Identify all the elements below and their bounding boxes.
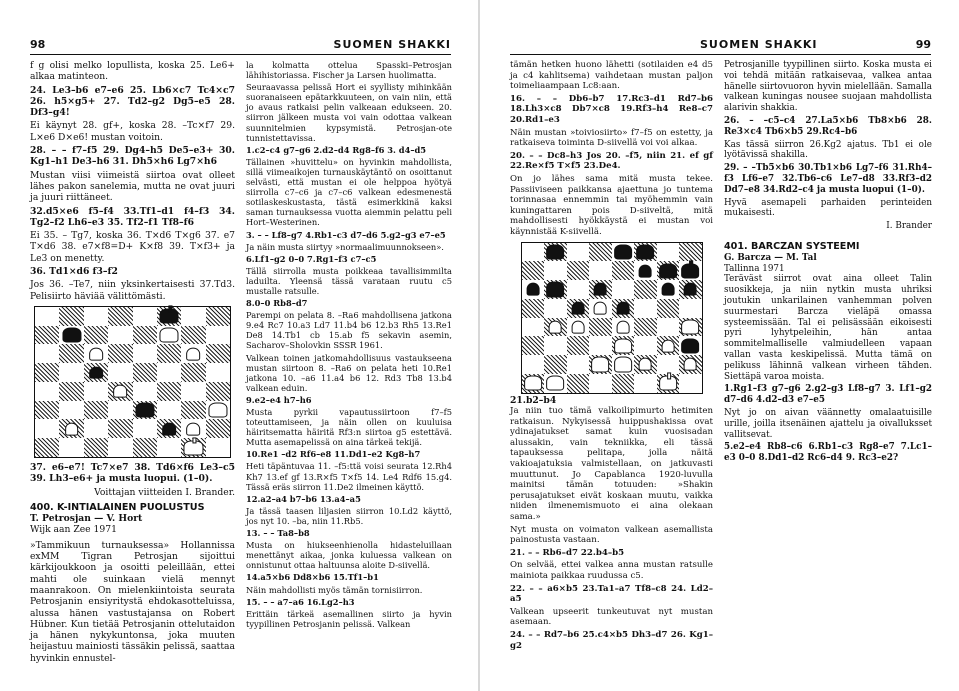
running-title: SUOMEN SHAKKI (700, 38, 818, 51)
black-pawn-icon (661, 283, 674, 296)
black-pawn-icon (639, 264, 652, 277)
game-heading: 400. K-INTIALAINEN PUOLUSTUS (30, 501, 205, 513)
moves: 22. – – a6×b5 23.Ta1–a7 Tf8–c8 24. Ld2–a5 (510, 583, 713, 605)
paragraph: »Tammikuun turnauksessa» Hollannissa exMM Tigran Petrosjan sijoittui kärkijoukkoon ja osoitti peleillään, ettei mahti ole suinkaan vielä mennyt maanrakoon. On mielenkiintoista seurata Petrosjanin ensiyritystä ehdokasotteluissa, alussa hänen vastustajansa on Robert Hübner. Kun tietää Petrosjanin ottelutaidon ja hänen nykykuntonsa, joka muuten heijastuu mainiosti tässäkin pelissä, saattaa hyvinkin ennustel- (30, 539, 235, 664)
page-number: 98 (30, 38, 46, 51)
chess-diagram (521, 242, 703, 394)
black-pawn-icon (571, 302, 584, 315)
black-queen-icon (681, 338, 699, 353)
black-pawn-icon (616, 302, 629, 315)
page-number: 99 (915, 38, 931, 51)
black-bishop-icon (659, 263, 677, 278)
black-pawn-icon (89, 366, 103, 379)
moves: 36. Td1×d6 f3–f2 (30, 266, 118, 278)
game-players: G. Barcza — M. Tal (724, 252, 817, 263)
white-pawn-icon (571, 320, 584, 333)
paragraph: Heti täpäntuvaa 11. –f5:ttä voisi seurata 12.Rh4 Kh7 13.ef gf 13.R×f5 T×f5 14. Le4 Rdf6 15.g4. Tässä eräs siirron 11.De2 ilmeinen käyttö. (246, 461, 452, 492)
moves: 12.a2–a4 b7–b6 13.a4–a5 (246, 493, 361, 504)
white-king-icon (184, 440, 203, 455)
white-queen-icon (614, 357, 632, 372)
moves: 15. – – a7–a6 16.Lg2–h3 (246, 596, 355, 607)
paragraph: Petrosjanille tyypillinen siirto. Koska musta ei voi tehdä mitään ratkaisevaa, valkea antaa hänelle siirtovuoron hyvin mielellään. Samalla valkean kuningas nousee suojaan mahdollista alarivin shakkia. (724, 60, 932, 114)
moves: 29. – –Tb5×b6 30.Tb1×b6 Lg7–f6 31.Rh4–f3 Lf6–e7 32.Tb6–c6 Le7–d8 33.Rf3–d2 Dd7–e8 34.Rd2–c4 ja musta luopui (1–0). (724, 163, 932, 195)
paragraph: Jos 36. –Te7, niin yksinkertaisesti 37.Td3. Pelisiirto häviää välittömästi. (30, 279, 235, 302)
black-knight-icon (614, 244, 632, 259)
paragraph: Valkean upseerit tunkeutuvat nyt mustan asemaan. (510, 606, 713, 628)
white-pawn-icon (187, 422, 201, 435)
white-rook-icon (546, 376, 564, 391)
white-pawn-icon (187, 347, 201, 360)
black-pawn-icon (684, 283, 697, 296)
game-heading: 401. BARCZAN SYSTEEMI (724, 240, 860, 252)
moves: 5.e2–e4 Rb8–c6 6.Rb1–c3 Rg8–e7 7.Lc1–e3 0–0 8.Dd1–d2 Rc6–d4 9. Rc3–e2? (724, 442, 932, 464)
paragraph: Musta pyrkii vapautussiirtoon f7–f5 toteuttamiseen, ja näin ollen on kuuluisa häiritsematta häiritä Rf3:n siirtoa g5 estettävä. Mutta asemapelissä on aina tärkeä tekijä. (246, 407, 452, 448)
chess-diagram (34, 306, 231, 458)
game-event: Tallinna 1971 (724, 263, 785, 274)
signature: I. Brander (886, 221, 932, 232)
white-knight-icon (614, 338, 632, 353)
moves: 13. – – Ta8–b8 (246, 528, 310, 539)
black-knight-icon (546, 282, 564, 297)
black-pawn-icon (162, 422, 176, 435)
black-rook-icon (636, 244, 654, 259)
paragraph: Hyvä asemapeli parhaiden perinteiden mukaisesti. (724, 197, 932, 219)
moves: 24. Le3–b6 e7–e6 25. Lb6×c7 Tc4×c7 26. h5×g5+ 27. Td2–g2 Dg5–e5 28. Df3–g4! (30, 84, 235, 119)
white-pawn-icon (684, 358, 697, 371)
white-pawn-icon (113, 385, 127, 398)
left-column-1 (30, 60, 235, 666)
white-rook-icon (160, 328, 179, 343)
moves: 24. – – Rd7–b6 25.c4×b5 Dh3–d7 26. Kg1–g2 (510, 629, 713, 651)
chessboard (522, 243, 702, 393)
moves: 3. – – Lf8–g7 4.Rb1–c3 d7–d6 5.g2–g3 e7–e5 (246, 229, 446, 240)
moves: 26. – –c5–c4 27.La5×b6 Tb8×b6 28. Re3×c4 Tb6×b5 29.Rc4–b6 (724, 115, 932, 137)
moves: 32.d5×e6 f5–f4 33.Tf1–d1 f4–f3 34. Tg2–f2 Lh6–e3 35. Tf2–f1 Tf8–f6 (30, 205, 235, 228)
black-king-icon (160, 309, 179, 324)
annotator-note: Voittajan viitteiden I. Brander. (94, 486, 235, 498)
paragraph: Mustan viisi viimeistä siirtoa ovat olleet lähes pakon sanelemia, mutta ne ovat juuri ja juuri riittäneet. (30, 169, 235, 204)
black-rook-icon (62, 328, 81, 343)
paragraph: Kas tässä siirron 26.Kg2 ajatus. Tb1 ei ole lyötävissä shakilla. (724, 139, 932, 161)
paragraph: Tällä siirrolla musta poikkeaa tavallisimmilta laduilta. Yleensä tässä varataan ruutu c5 mustalle ratsulle. (246, 265, 452, 296)
moves: 20. – – Dc8–h3 Jos 20. –f5, niin 21. ef gf 22.Re×f5 T×f5 23.De4. (510, 150, 713, 172)
white-pawn-icon (89, 347, 103, 360)
moves: 10.Re1 –d2 Rf6–e8 11.Dd1–e2 Kg8–h7 (246, 449, 421, 460)
paragraph: On selvää, ettei valkea anna mustan ratsulle mainiota paikkaa ruudussa c5. (510, 560, 713, 581)
white-pawn-icon (616, 320, 629, 333)
paragraph: Musta on hiukseenhienolla hidasteluillaan menettänyt aikaa, jonka kuluessa valkean on onnistunut ottaa haltuunsa aloite D-siivellä. (246, 540, 452, 571)
left-page (0, 0, 479, 691)
paragraph: Ja näin musta siirtyy »normaalimuunnokseen». (246, 241, 444, 252)
paragraph: Valkean toinen jatkomahdollisuus vastaukseena mustan siirtoon 8. –Ra6 on pelata heti 10.Re1 jatkona 10. –a6 11.a4 b6 12. Rd3 Tb8 13.b4 valkean eduin. (246, 352, 452, 393)
paragraph: Näin mahdollisti myös tämän tornisiirron. (246, 584, 423, 595)
moves: 16. – – Db6–b7 17.Rc3–d1 Rd7–b6 18.Lh3×c8 Db7×c8 19.Rf3–h4 Re8–c7 20.Rd1–e3 (510, 93, 713, 125)
paragraph: Nyt musta on voimaton valkean asemallista painostusta vastaan. (510, 524, 713, 546)
left-column-2 (246, 60, 452, 631)
chessboard (35, 307, 230, 457)
paragraph: Ei 35. – Tg7, koska 36. T×d6 T×g6 37. e7 T×d6 38. e7×f8=D+ K×f8 39. T×f3+ ja Le3 on menetty. (30, 230, 235, 264)
paragraph: Parempi on pelata 8. –Ra6 mahdollisena jatkona 9.e4 Rc7 10.a3 Ld7 11.b4 b6 12.b3 Rh5 13.Re1 De8 14.Tb1 cb 15.ab f5 sekavin asemin, Sacharov–Sholovkin SSSR 1961. (246, 310, 452, 351)
paragraph: f g olisi melko lopullista, koska 25. Le6+ alkaa matinteon. (30, 60, 235, 83)
white-pawn-icon (549, 320, 562, 333)
white-bishop-icon (591, 357, 609, 372)
game-event: Wijk aan Zee 1971 (30, 524, 117, 536)
black-pawn-icon (526, 283, 539, 296)
paragraph: Seuraavassa pelissä Hort ei syyllisty mihinkään suoranaiseen epätarkkuuteen, on vain niin, että jo avaus ratkaisi pelin valkeaan edukseen. 20. siirron jälkeen musta voi vain odottaa valkean suunnitelmien kypsymistä. Petrosjan-ote tunnistettavissa. (246, 82, 452, 143)
paragraph: tämän hetken huono lähetti (sotilaiden e4 d5 ja c4 kahlitsema) vaihdetaan mustan paljon toimeliaampaan Lc8:aan. (510, 60, 713, 92)
paragraph: Ei käynyt 28. gf+, koska 28. –Tc×f7 29. L×e6 D×e6! mustan voitoin. (30, 120, 235, 143)
paragraph: Erittäin tärkeä asemallinen siirto ja hyvin tyypillinen Petrosjanin pelissä. Valkean (246, 608, 452, 629)
moves: 1.c2–c4 g7–g6 2.d2–d4 Rg8–f6 3. d4–d5 (246, 144, 427, 155)
white-knight-icon (681, 319, 699, 334)
paragraph: On jo lähes sama mitä musta tekee. Passiiviseen paikkansa ajaettuna jo tuntema torinnasaa ennemmin tai myöhemmin vain kuningattaren pois D-siiveltä, mitä mahdollisesti hyökkäystä ei mustan voi käynnistää K-siivellä. (510, 173, 713, 237)
black-rook-icon (546, 244, 564, 259)
running-title: SUOMEN SHAKKI (333, 38, 451, 51)
paragraph: Ja niin tuo tämä valkoilipimurto hetimiten ratkaisun. Nykyisessä huippushakissa ovat ydinajatukset samat kuin vuosisadan alussakin, vain tekniikka, eli tässä tapauksessa pelitapa, jolla näitä vakioajatuksia valmistellaan, on jatkuvasti muuttunut. Jo Capablanca 1920-luvulla mainitsi tämän totuuden: »Shakin perusajatukset eivät koskaan muutu, vaikka niiden ilmenemismuoto ei aina olekaan sama.» (510, 406, 713, 523)
right-page (480, 0, 959, 691)
moves: 1.Rg1–f3 g7–g6 2.g2–g3 Lf8–g7 3. Lf1–g2 d7–d6 4.d2–d3 e7–e5 (724, 384, 932, 406)
game-players: T. Petrosjan — V. Hort (30, 513, 143, 525)
paragraph: Teräväst siirrot ovat aina olleet Talin suosikkeja, ja niin nytkin musta uhriksi joutukin unkarilainen vanhemman polven suurmestari Barcza vieläpä omassa systeemissään. Tal ei pelisässään eikoisesti pyri lyhytpeleihin, hän antaa sommitelmalliselle valmiudelleen vapaan vallan vasta keskipelissä. Mutta tämä on pelikuss lähinnä valkean virheen tähden. Siettäpä varoa moista. (724, 274, 932, 382)
moves: 14.a5×b6 Dd8×b6 15.Tf1–b1 (246, 572, 379, 583)
white-bishop-icon (208, 403, 227, 418)
black-pawn-icon (594, 283, 607, 296)
paragraph: Ja tässä taasen liljasien siirron 10.Ld2 käyttö, jos nyt 10. –ba, niin 11.Rb5. (246, 505, 452, 526)
white-king-icon (659, 376, 677, 391)
right-column-1 (510, 60, 713, 653)
right-page-header (510, 38, 931, 55)
white-pawn-icon (661, 339, 674, 352)
white-rook-icon (524, 376, 542, 391)
moves: 28. – – f7–f5 29. Dg4–h5 De5–e3+ 30. Kg1–h1 De3–h6 31. Dh5×h6 Lg7×h6 (30, 145, 235, 168)
left-page-header (30, 38, 451, 55)
black-bishop-icon (135, 403, 154, 418)
paragraph: Tällainen »huvittelu» on hyvinkin mahdollista, sillä viimeaikojen turnauskäytäntö on osoittanut selvästi, että mustan ei ole helppoa hyötyä siirrolla c7–c6 ja c7–c6 valkean edesmenestä sotilaskeskustasta, tästä esimerkkinä kaksi saman turnauksessa vuotta aiemmin pelattu peli Hort–Westerinen. (246, 156, 452, 228)
white-pawn-icon (639, 358, 652, 371)
black-king-icon (681, 263, 699, 278)
moves: 9.e2–e4 h7–h6 (246, 394, 312, 405)
moves: 37. e6–e7! Tc7×e7 38. Td6×f6 Le3–c5 39. Lh3–e6+ ja musta luopui. (1–0). (30, 461, 235, 485)
white-pawn-icon (594, 302, 607, 315)
moves: 8.0–0 Rb8–d7 (246, 298, 308, 309)
paragraph: la kolmatta ottelua Spasski–Petrosjan lähihistoriassa. Fischer ja Larsen huolimatta. (246, 60, 452, 81)
paragraph: Nyt jo on aivan väännetty omalaatuisille urille, joilla itsenäinen ajattelu ja oivalluksset vallitsevat. (724, 407, 932, 440)
right-column-2 (724, 60, 932, 466)
moves: 21. – – Rb6–d7 22.b4–b5 (510, 547, 625, 558)
white-pawn-icon (65, 422, 79, 435)
diagram-caption: 21.b2–b4 (510, 394, 557, 406)
moves: 6.Lf1–g2 0–0 7.Rg1–f3 c7–c5 (246, 253, 377, 264)
paragraph: Näin mustan »toiviosiirto» f7–f5 on estetty, ja ratkaiseva toiminta D-siivellä voi voi alkaa. (510, 127, 713, 149)
